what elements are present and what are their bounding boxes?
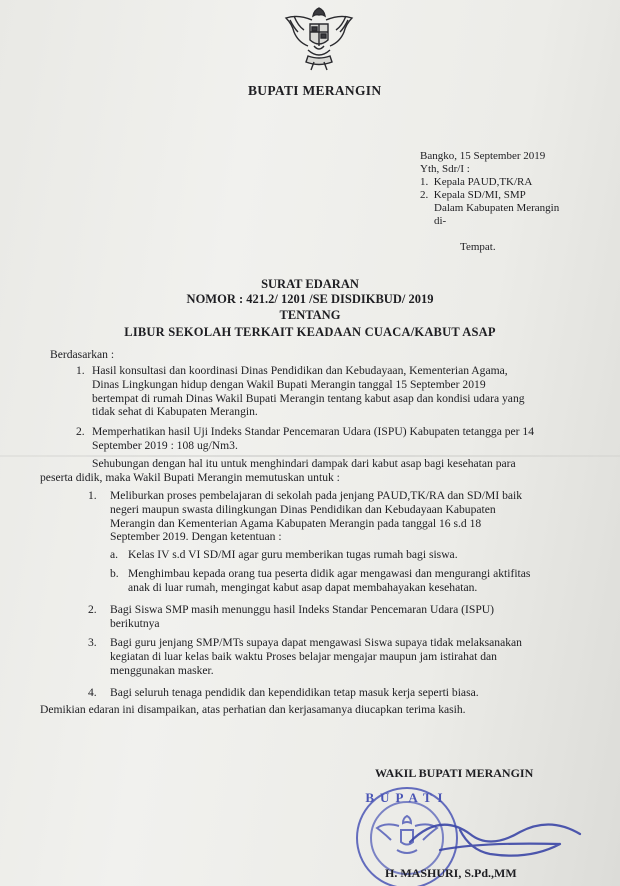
decision-number: 2.: [88, 603, 97, 616]
text-line: Bagi guru jenjang SMP/MTs supaya dapat mengawasi Siswa supaya tidak melaksanakan: [110, 636, 522, 649]
text-line: Dinas Lingkungan hidup dengan Wakil Bupati Merangin tanggal 15 September 2019: [92, 377, 486, 391]
garuda-emblem-icon: [278, 0, 360, 78]
letter-number: NOMOR : 421.2/ 1201 /SE DISDIKBUD/ 2019: [186, 292, 434, 306]
recipient-number: 2.: [420, 189, 429, 201]
decision-item-2: [110, 603, 612, 631]
recipient-label: Kepala PAUD,TK/RA: [433, 176, 533, 188]
text-line: Hasil konsultasi dan koordinasi Dinas Pendidikan dan Kebudayaan, Kementerian Agama,: [92, 364, 508, 377]
consideration-paragraph-line-2: peserta didik, maka Wakil Bupati Merangin memutuskan untuk :: [40, 471, 340, 484]
text-line: Memperhatikan hasil Uji Indeks Standar Pencemaran Udara (ISPU) Kabupaten tetangga per 14: [92, 425, 535, 438]
text-line: September 2019 : 108 ug/Nm3.: [92, 438, 238, 452]
recipient-place: Tempat.: [460, 241, 496, 253]
text-line: negeri maupun swasta dilingkungan Dinas Pendidikan dan Kebudayaan Kabupaten: [110, 502, 496, 516]
letter-date: Bangko, 15 September 2019: [420, 150, 546, 162]
recipient-2: [420, 189, 559, 202]
decision-number: 4.: [88, 686, 97, 699]
address-block: [420, 150, 559, 254]
condition-item-a: Kelas IV s.d VI SD/MI agar guru memberikan tugas rumah bagi siswa.: [128, 548, 458, 561]
letter-subject: LIBUR SEKOLAH TERKAIT KEADAAN CUACA/KABUT ASAP: [124, 325, 496, 339]
handwritten-signature: [400, 800, 600, 870]
text-line: kegiatan di luar kelas baik waktu Proses belajar mengajar maupun jam istirahat dan: [110, 649, 497, 663]
condition-letter: a.: [110, 548, 119, 561]
letterhead-title: BUPATI MERANGIN: [248, 83, 382, 98]
basis-item-2: [92, 425, 612, 453]
decision-item-4: Bagi seluruh tenaga pendidik dan kependidikan tetap masuk kerja seperti biasa.: [110, 686, 479, 699]
recipient-location: di-: [434, 215, 447, 227]
recipient-scope: Dalam Kabupaten Merangin: [434, 202, 560, 214]
text-line: tidak sehat di Kabupaten Merangin.: [92, 405, 258, 419]
signatory-name: H. MASHURI, S.Pd.,MM: [385, 866, 517, 880]
text-line: Meliburkan proses pembelajaran di sekolah pada jenjang PAUD,TK/RA dan SD/MI baik: [110, 489, 523, 502]
decision-item-3: [110, 636, 612, 677]
condition-item-b: [128, 567, 612, 595]
letter-about: TENTANG: [279, 308, 341, 322]
basis-number: 2.: [76, 425, 85, 438]
stamp-label: BUPATI: [365, 790, 449, 805]
recipient-number: 1.: [420, 176, 429, 188]
recipient-1: [420, 176, 559, 189]
text-line: September 2019. Dengan ketentuan :: [110, 530, 282, 544]
decision-number: 1.: [88, 489, 97, 502]
intro-text: Berdasarkan :: [50, 348, 115, 361]
text-line: bertempat di rumah Dinas Wakil Bupati Merangin tentang kabut asap dan kondisi udara yang: [92, 391, 525, 405]
text-line: Merangin dan Kementerian Agama Kabupaten Merangin pada tanggal 16 s.d 18: [110, 516, 482, 530]
text-line: menggunakan masker.: [110, 663, 214, 677]
basis-item-1: [92, 364, 612, 419]
consideration-paragraph-line-1: Sehubungan dengan hal itu untuk menghindari dampak dari kabut asap bagi kesehatan para: [92, 457, 516, 470]
text-line: anak di luar rumah, mengingat kabut asap dapat membahayakan kesehatan.: [128, 580, 478, 594]
decision-number: 3.: [88, 636, 97, 649]
recipient-label: Kepala SD/MI, SMP: [433, 189, 526, 201]
text-line: Menghimbau kepada orang tua peserta didik agar mengawasi dan mengurangi aktifitas: [128, 567, 531, 580]
basis-number: 1.: [76, 364, 85, 377]
signatory-title: WAKIL BUPATI MERANGIN: [375, 766, 534, 780]
letter-type: SURAT EDARAN: [261, 277, 359, 291]
text-line: berikutnya: [110, 616, 160, 630]
condition-letter: b.: [110, 567, 119, 580]
text-line: Bagi Siswa SMP masih menunggu hasil Indeks Standar Pencemaran Udara (ISPU): [110, 603, 495, 616]
closing-sentence: Demikian edaran ini disampaikan, atas perhatian dan kerjasamanya diucapkan terima kasih.: [40, 703, 466, 716]
addressee-greeting: Yth, Sdr/I :: [420, 163, 470, 175]
decision-item-1: [110, 489, 612, 544]
